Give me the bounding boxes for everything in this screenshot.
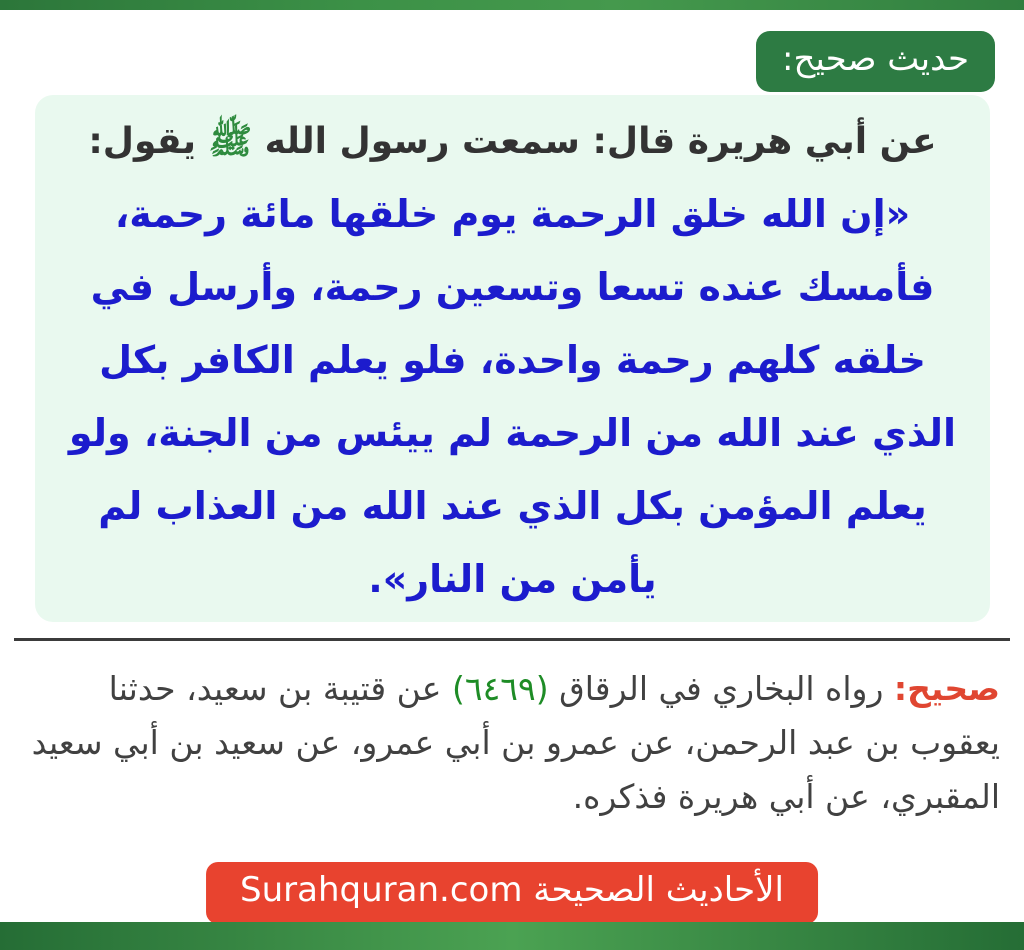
bottom-accent-bar: [0, 922, 1024, 950]
grade-label: صحيح:: [893, 669, 1000, 708]
hadith-number: (٦٤٦٩): [451, 669, 549, 708]
hadith-card: [35, 95, 990, 622]
site-button-arabic-label: الأحاديث الصحيحة: [533, 870, 784, 910]
hadith-text: «إن الله خلق الرحمة يوم خلقها مائة رحمة، فأمسك عنده تسعا وتسعين رحمة، وأرسل في خلقه كلهم رحمة واحدة، فلو يعلم الكافر بكل الذي عند الله من الرحمة لم ييئس من الجنة، ولو يعلم المؤمن بكل الذي عند الله من العذاب لم يأمن من النار».: [68, 192, 957, 601]
saw-ligature-icon: ﷺ: [208, 121, 253, 162]
intro-suffix-text: يقول:: [88, 121, 209, 162]
source-after-number: عن قتيبة بن سعيد، حدثنا يعقوب بن عبد الرحمن، عن عمرو بن أبي عمرو، عن سعيد بن أبي سعيد المقبري، عن أبي هريرة فذكره.: [31, 669, 1000, 816]
separator-line: [14, 638, 1010, 641]
top-accent-bar: [0, 0, 1024, 10]
attribution-paragraph: [24, 662, 1000, 824]
hadith-isnad-intro: [59, 105, 966, 178]
site-button-domain-label: Surahquran.com: [240, 870, 523, 910]
source-before-number: رواه البخاري في الرقاق: [548, 669, 894, 708]
hadith-grade-badge: حديث صحيح:: [756, 31, 995, 92]
site-link-button[interactable]: [206, 862, 818, 924]
intro-prefix-text: عن أبي هريرة قال: سمعت رسول الله: [252, 121, 937, 162]
